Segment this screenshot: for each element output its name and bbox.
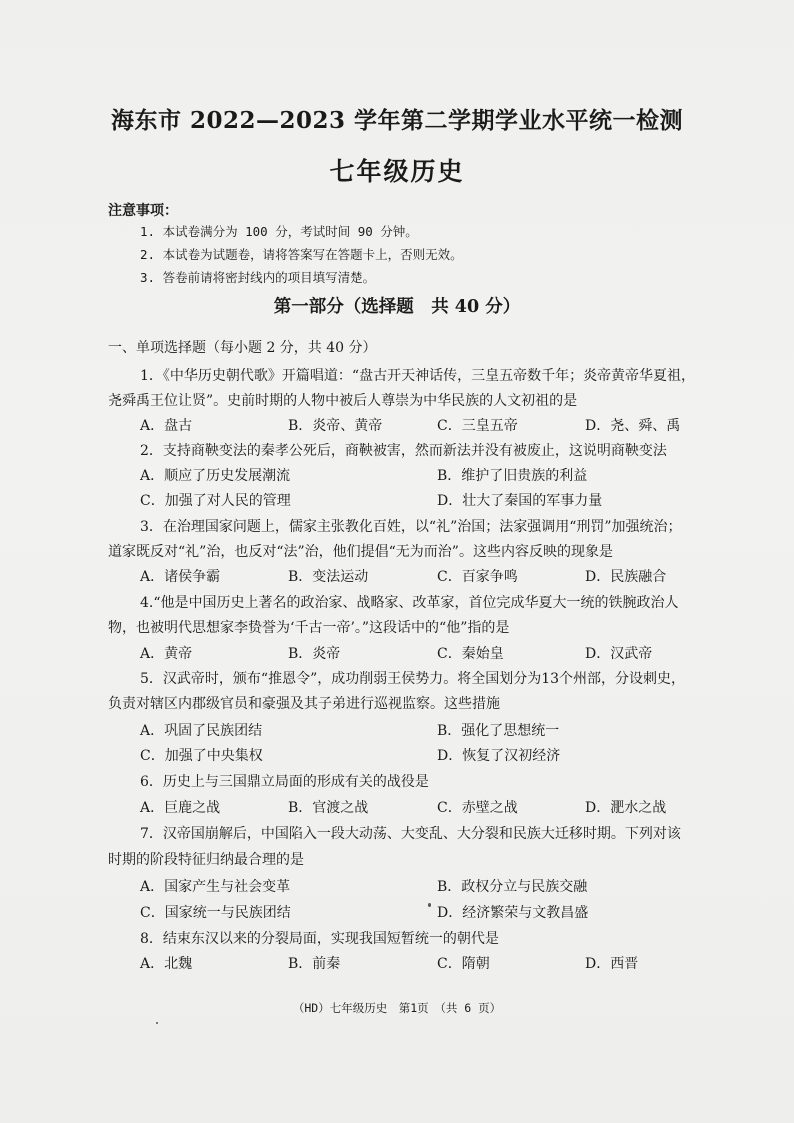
question-2-option-d: D．壮大了秦国的军事力量	[437, 493, 603, 509]
question-2-option-a: A．顺应了历史发展潮流	[140, 468, 291, 484]
question-8-option-d: D．西晋	[585, 956, 639, 972]
question-4-option-b: B．炎帝	[288, 646, 341, 662]
section-heading: 一、单项选择题（每小题 2 分，共 40 分）	[108, 340, 377, 356]
question-4-option-d: D．汉武帝	[585, 646, 653, 662]
question-4-option-a: A．黄帝	[140, 646, 193, 662]
question-3-option-d: D．民族融合	[585, 569, 667, 585]
notice-item: 1. 本试卷满分为 100 分，考试时间 90 分钟。	[140, 224, 418, 239]
question-5-stem: 负责对辖区内郡级官员和豪强及其子弟进行巡视监察。这些措施	[108, 696, 500, 712]
question-2-option-b: B．维护了旧贵族的利益	[437, 468, 588, 484]
question-7-option-c: C．国家统一与民族团结	[140, 905, 291, 921]
question-8-option-a: A．北魏	[140, 956, 193, 972]
question-6-option-d: D．淝水之战	[585, 800, 667, 816]
question-5-option-b: B．强化了思想统一	[437, 723, 560, 739]
question-8-option-b: B．前秦	[288, 956, 341, 972]
page-subtitle: 七年级历史	[329, 157, 465, 186]
question-5-stem: 5．汉武帝时，颁布“推恩令”，成功削弱王侯势力。将全国划分为13个州部，分设刺史，	[140, 671, 686, 687]
scan-speck	[428, 903, 431, 907]
scan-speck	[156, 1022, 158, 1024]
question-3-option-a: A．诸侯争霸	[140, 569, 221, 585]
question-3-stem: 道家既反对“礼”治，也反对“法”治，他们提倡“无为而治”。这些内容反映的现象是	[108, 544, 613, 560]
question-2-option-c: C．加强了对人民的管理	[140, 493, 291, 509]
question-7-stem: 7．汉帝国崩解后，中国陷入一段大动荡、大变乱、大分裂和民族大迁移时期。下列对该	[140, 826, 681, 842]
question-1-option-b: B．炎帝、黄帝	[288, 418, 383, 434]
notice-heading: 注意事项：	[108, 203, 178, 219]
page-footer: （HD）七年级历史 第1页 （共 6 页）	[292, 1001, 502, 1015]
question-3-stem: 3．在治理国家问题上，儒家主张教化百姓，以“礼”治国；法家强调用“刑罚”加强统治；	[140, 519, 682, 535]
question-1-option-d: D．尧、舜、禹	[585, 418, 681, 434]
question-5-option-c: C．加强了中央集权	[140, 748, 263, 764]
question-7-stem: 时期的阶段特征归纳最合理的是	[108, 852, 304, 868]
notice-item: 2. 本试卷为试题卷，请将答案写在答题卡上，否则无效。	[140, 247, 463, 262]
page-title: 海东市 2022—2023 学年第二学期学业水平统一检测	[110, 107, 684, 134]
question-5-option-d: D．恢复了汉初经济	[437, 748, 561, 764]
question-1-stem: 尧舜禹王位让贤”。史前时期的人物中被后人尊崇为中华民族的人文初祖的是	[108, 393, 578, 409]
question-6-option-a: A．巨鹿之战	[140, 800, 221, 816]
question-4-stem: 4.“他是中国历史上著名的政治家、战略家、改革家，首位完成华夏大一统的铁腕政治人	[140, 595, 679, 611]
question-1-option-a: A．盘古	[140, 418, 193, 434]
question-3-option-c: C．百家争鸣	[437, 569, 518, 585]
question-8-stem: 8．结束东汉以来的分裂局面，实现我国短暂统一的朝代是	[140, 931, 499, 947]
question-1-stem: 1．《中华历史朝代歌》开篇唱道：“盘古开天神话传，三皇五帝数千年；炎帝黄帝华夏祖，	[140, 368, 696, 384]
notice-item: 3. 答卷前请将密封线内的项目填写清楚。	[140, 270, 376, 285]
question-6-option-c: C．赤壁之战	[437, 800, 518, 816]
question-5-option-a: A．巩固了民族团结	[140, 723, 263, 739]
question-2-stem: 2．支持商鞅变法的秦孝公死后，商鞅被害，然而新法并没有被废止，这说明商鞅变法	[140, 443, 667, 459]
question-7-option-d: D．经济繁荣与文教昌盛	[437, 905, 589, 921]
question-6-option-b: B．官渡之战	[288, 800, 369, 816]
question-7-option-a: A．国家产生与社会变革	[140, 879, 291, 895]
question-8-option-c: C．隋朝	[437, 956, 490, 972]
question-7-option-b: B．政权分立与民族交融	[437, 879, 588, 895]
question-3-option-b: B．变法运动	[288, 569, 369, 585]
part-title: 第一部分（选择题 共 40 分）	[273, 297, 521, 317]
question-4-stem: 物，也被明代思想家李贽誉为‘千古一帝’。”这段话中的“他”指的是	[108, 620, 510, 636]
question-1-option-c: C．三皇五帝	[437, 418, 518, 434]
question-6-stem: 6．历史上与三国鼎立局面的形成有关的战役是	[140, 774, 429, 790]
question-4-option-c: C．秦始皇	[437, 646, 504, 662]
